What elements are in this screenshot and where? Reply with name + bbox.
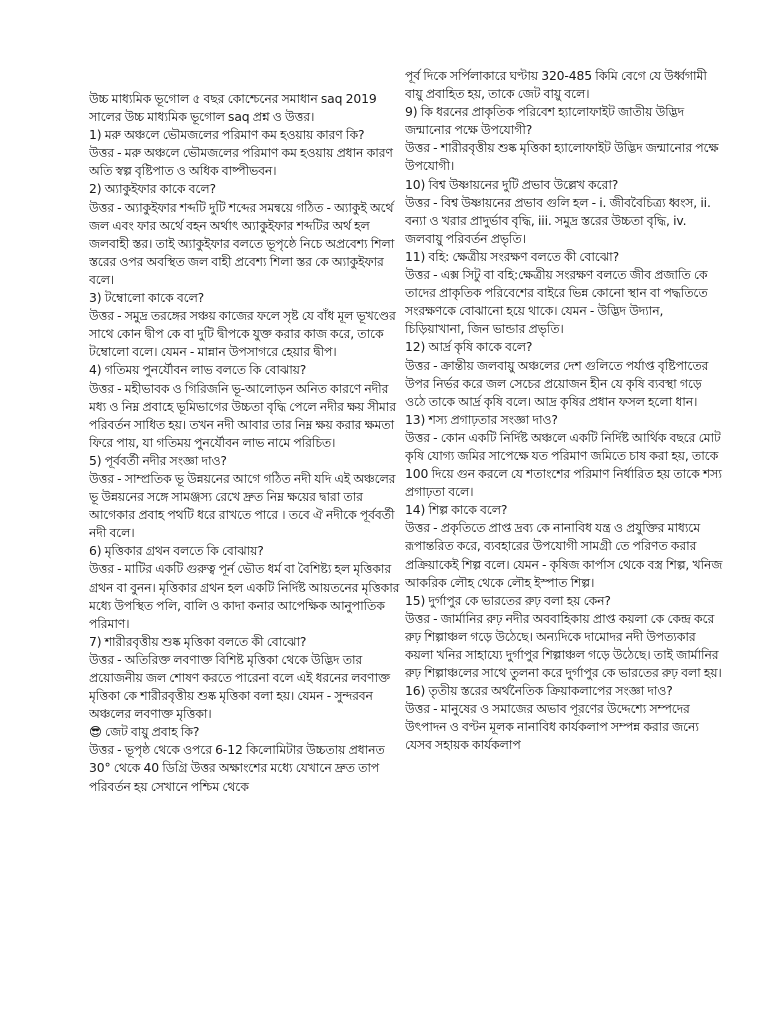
question-1: 1) মরু অঞ্চলে ভৌমজলের পরিমাণ কম হওয়ায় কারণ কি?	[89, 127, 365, 143]
answer-13: উত্তর - কোন একটি নির্দিষ্ট অঞ্চলে একটি নির্দিষ্ট আর্থিক বছরে মোট কৃষি যোগ্য জমির সাপেক্ষে যত পরিমাণ জমিতে চাষ করা হয়, তাকে 100 দিয়ে গুন করলে যে শতাংশের পরিমাণ নির্ধারিত হয় তাকে শস্য প্রগাঢ়তা বলে।	[405, 429, 722, 500]
question-8: 😎 জেট বায়ু প্রবাহ কি?	[89, 724, 200, 740]
answer-7: উত্তর - অতিরিক্ত লবণাক্ত বিশিষ্ট মৃত্তিকা থেকে উদ্ভিদ তার প্রয়োজনীয় জল শোষণ করতে পারেনা বলে এই ধরনের লবণাক্ত মৃত্তিকা কে শারীরবৃত্তীয় শুষ্ক মৃত্তিকা বলা হয়। যেমন - সুন্দরবন অঞ্চলের লবণাক্ত মৃত্তিকা।	[89, 651, 390, 722]
answer-10: উত্তর - বিশ্ব উষ্ণায়নের প্রভাব গুলি হল - i. জীববৈচিত্র্য ধ্বংস, ii. বন্যা ও খরার প্রাদুর্ভাব বৃদ্ধি, iii. সমুদ্র স্তরের উচ্চতা বৃদ্ধি, iv. জলবায়ু পরিবর্তন প্রভৃতি।	[405, 194, 711, 246]
answer-12: উত্তর - ক্রান্তীয় জলবায়ু অঞ্চলের দেশ গুলিতে পর্যাপ্ত বৃষ্টিপাতের উপর নির্ভর করে জল সেচের প্রয়োজন হীন যে কৃষি ব্যবস্থা গড়ে ওঠে তাকে আর্দ্র কৃষি বলে। আদ্র কৃষির প্রধান ফসল হলো ধান।	[405, 357, 709, 409]
question-3: 3) টম্বোলো কাকে বলে?	[89, 290, 205, 306]
answer-9: উত্তর - শারীরবৃত্তীয় শুষ্ক মৃত্তিকা হ্যালোফাইট উদ্ভিদ জন্মানোর পক্ষে উপযোগী।	[405, 140, 719, 174]
answer-14: উত্তর - প্রকৃতিতে প্রাপ্ত দ্রব্য কে নানাবিধ যন্ত্র ও প্রযুক্তির মাধ্যমে রূপান্তরিত করে, ব্যবহারের উপযোগী সামগ্রী তে পরিণত করার প্রক্রিয়াকেই শিল্প বলে। যেমন - কৃষিজ কার্পাস থেকে বস্ত্র শিল্প, খনিজ আকরিক লৌহ থেকে লৌহ ইস্পাত শিল্প।	[405, 520, 723, 590]
answer-2: উত্তর - অ্যাকুইফার শব্দটি দুটি শব্দের সমন্বয়ে গঠিত - অ্যাকুই অর্থে জল এবং ফার অর্থে বহন অর্থাৎ অ্যাকুইফার শব্দটির অর্থ হল জলবাহী স্তর। তাই অ্যাকুইফার বলতে ভূপৃষ্ঠে নিচে অপ্রবেশ্য শিলা স্তরের ওপর অবস্থিত জল বাহী প্রবেশ্য শিলা স্তর কে অ্যাকুইফার বলে।	[89, 199, 395, 287]
intro-text: উচ্চ মাধ্যমিক ভূগোল ৫ বছর কোশ্চেনের সমাধান saq 2019 সালের উচ্চ মাধ্যমিক ভূগোল saq প্রশ্ন ও উত্তর।	[89, 91, 377, 125]
answer-8-continuation: পূর্ব দিকে সর্পিলাকারে ঘণ্টায় 320-485 কিমি বেগে যে উর্ধ্বগামী বায়ু প্রবাহিত হয়, তাকে জেট বায়ু বলে।	[405, 68, 707, 102]
question-12: 12) আর্দ্র কৃষি কাকে বলে?	[405, 339, 533, 355]
right-column	[405, 67, 723, 922]
answer-11: উত্তর - এক্স সিটু বা বহি:ক্ষেত্রীয় সংরক্ষণ বলতে জীব প্রজাতি কে তাদের প্রাকৃতিক পরিবেশের বাইরে ভিন্ন কোনো স্থান বা পদ্ধতিতে সংরক্ষণকে বোঝানো হয়ে থাকে। যেমন - উদ্ভিদ উদ্যান, চিড়িয়াখানা, জিন ভান্ডার প্রভৃতি।	[405, 267, 708, 337]
answer-16: উত্তর - মানুষের ও সমাজের অভাব পূরণের উদ্দেশ্যে সম্পদের উৎপাদন ও বণ্টন মূলক নানাবিধ কার্যকলাপ সম্পন্ন করার জন্যে যেসব সহায়ক কার্যকলাপ	[405, 701, 699, 753]
answer-5: উত্তর - সাম্প্রতিক ভূ উন্নয়নের আগে গঠিত নদী যদি এই অঞ্চলের ভূ উন্নয়নের সঙ্গে সামঞ্জস্য রেখে দ্রুত নিম্ন ক্ষয়ের দ্বারা তার আগেকার প্রবাহ পথটি ধরে রাখতে পারে । তবে ঐ নদীকে পূর্ববর্তী নদী বলে।	[89, 470, 396, 541]
question-10: 10) বিশ্ব উষ্ণায়নের দুটি প্রভাব উল্লেখ করো?	[405, 176, 619, 192]
question-15: 15) দুর্গাপুর কে ভারতের রুঢ় বলা হয় কেন?	[405, 592, 611, 608]
answer-15: উত্তর - জার্মানির রুঢ় নদীর অববাহিকায় প্রাপ্ত কয়লা কে কেন্দ্র করে রুঢ় শিল্পাঞ্চল গড়ে উঠেছে। অন্যদিকে দামোদর নদী উপত্যকার কয়লা খনির সাহায্যে দুর্গাপুর শিল্পাঞ্চল গড়ে উঠেছে। তাই জার্মানির রুঢ় শিল্পাঞ্চলের সাথে তুলনা করে দুর্গাপুর কে ভারতের রুঢ় বলা হয়।	[405, 610, 722, 681]
question-9: 9) কি ধরনের প্রাকৃতিক পরিবেশ হ্যালোফাইট জাতীয় উদ্ভিদ জন্মানোর পক্ষে উপযোগী?	[405, 104, 684, 138]
answer-4: উত্তর - মহীভাবক ও গিরিজনি ভূ-আলোড়ন অনিত কারণে নদীর মধ্য ও নিম্ন প্রবাহে ভূমিভাগের উচ্চতা বৃদ্ধি পেলে নদীর ক্ষয় সীমার পরিবর্তন সাধিত হয়। তখন নদী আবার তার নিম্ন ক্ষয় করার ক্ষমতা ফিরে পায়, যা গতিময় পুনর্যৌবন লাভ নামে পরিচিত।	[89, 380, 396, 450]
question-11: 11) বহি: ক্ষেত্রীয় সংরক্ষণ বলতে কী বোঝো?	[405, 248, 619, 264]
left-column	[89, 90, 407, 990]
question-7: 7) শারীরবৃত্তীয় শুষ্ক মৃত্তিকা বলতে কী বোঝো?	[89, 633, 307, 649]
answer-1: উত্তর - মরু অঞ্চলে ভৌমজলের পরিমাণ কম হওয়ায় প্রধান কারণ অতি স্বল্প বৃষ্টিপাত ও অধিক বাষ্পীভবন।	[89, 145, 393, 179]
answer-8: উত্তর - ভূপৃষ্ঠ থেকে ওপরে 6-12 কিলোমিটার উচ্চতায় প্রধানত 30° থেকে 40 ডিগ্রি উত্তর অক্ষাংশের মধ্যে যেখানে দ্রুত তাপ পরিবর্তন হয় সেখানে পশ্চিম থেকে	[89, 742, 385, 794]
question-13: 13) শস্য প্রগাঢ়তার সংজ্ঞা দাও?	[405, 411, 558, 427]
question-14: 14) শিল্প কাকে বলে?	[405, 502, 508, 518]
question-5: 5) পূর্ববর্তী নদীর সংজ্ঞা দাও?	[89, 452, 227, 468]
question-6: 6) মৃত্তিকার গ্রথন বলতে কি বোঝায়?	[89, 543, 264, 559]
answer-3: উত্তর - সমুদ্র তরঙ্গের সঞ্চয় কাজের ফলে সৃষ্ট যে বাঁধ মূল ভূখণ্ডের সাথে কোন দ্বীপ কে বা দুটি দ্বীপকে যুক্ত করার কাজ করে, তাকে টম্বোলো বলে। যেমন - মান্নান উপসাগরে হেয়ার দ্বীপ।	[89, 308, 396, 360]
question-16: 16) তৃতীয় স্তরের অর্থনৈতিক ক্রিয়াকলাপের সংজ্ঞা দাও?	[405, 683, 673, 699]
question-4: 4) গতিময় পুনর্যৌবন লাভ বলতে কি বোঝায়?	[89, 362, 307, 378]
answer-6: উত্তর - মাটির একটি গুরুত্ব পূর্ন ভৌত ধর্ম বা বৈশিষ্ট্য হল মৃত্তিকার গ্রথন বা বুনন। মৃত্তিকার গ্রথন হল একটি নির্দিষ্ট আয়তনের মৃত্তিকার মধ্যে উপস্থিত পলি, বালি ও কাদা কনার আপেক্ষিক আনুপাতিক পরিমাণ।	[89, 561, 400, 631]
question-2: 2) অ্যাকুইফার কাকে বলে?	[89, 181, 216, 197]
